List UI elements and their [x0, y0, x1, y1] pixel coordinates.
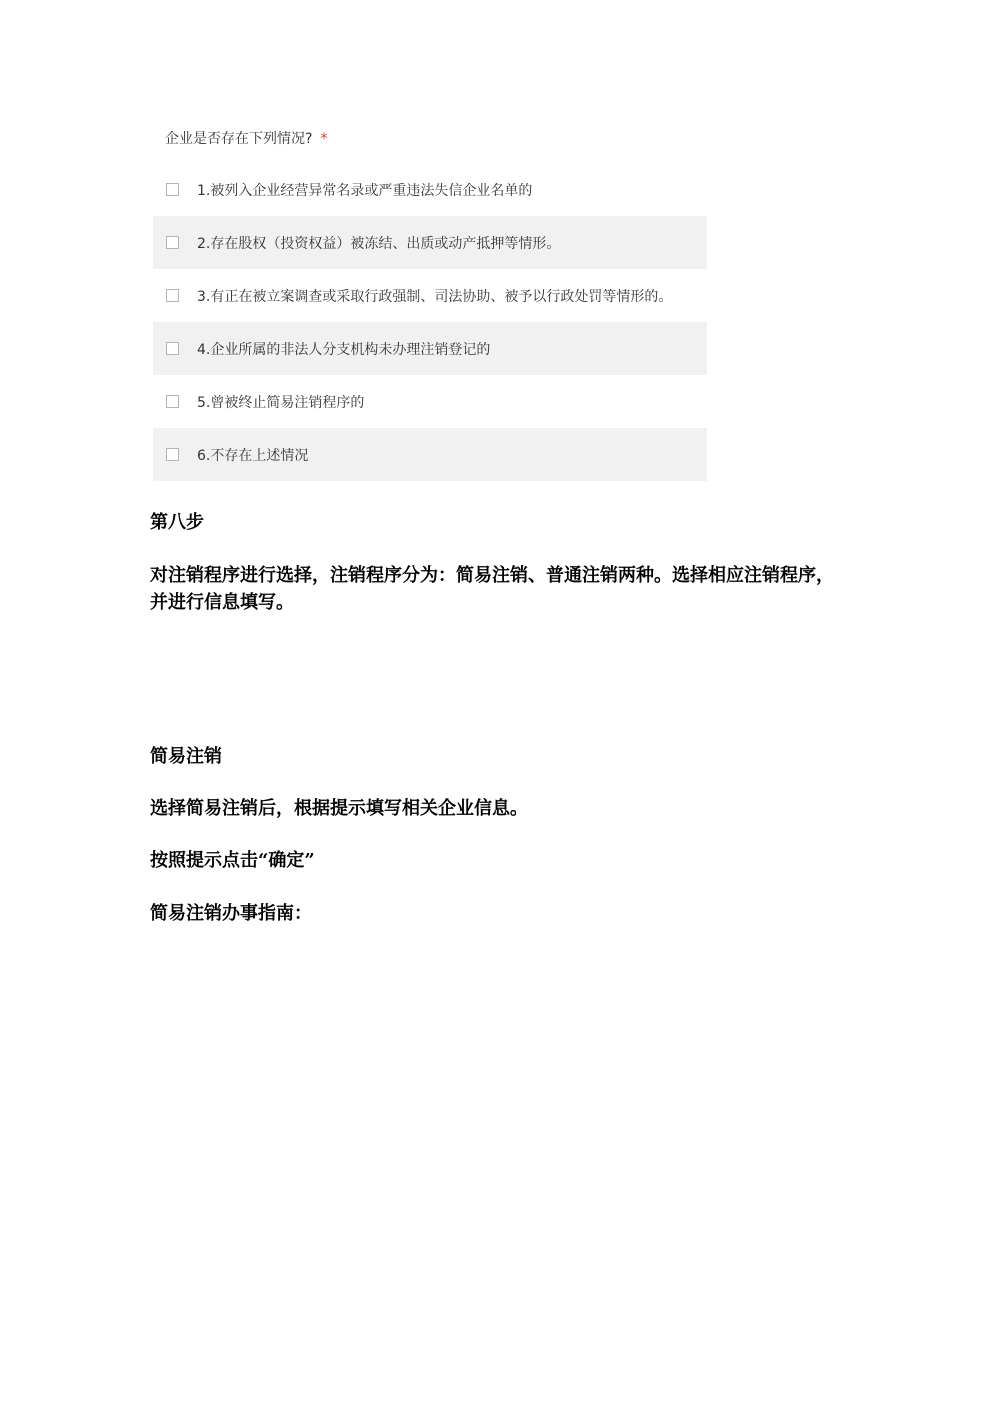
option-row-6[interactable]: [153, 428, 707, 481]
option-label-2: 2.存在股权（投资权益）被冻结、出质或动产抵押等情形。: [197, 235, 561, 252]
simple-cancellation-paragraph-1: 选择简易注销后，根据提示填写相关企业信息。: [150, 798, 528, 819]
required-mark: *: [320, 131, 328, 147]
simple-cancellation-paragraph-2: 按照提示点击“确定”: [150, 850, 315, 871]
option-label-1: 1.被列入企业经营异常名录或严重违法失信企业名单的: [197, 182, 533, 199]
option-label-6: 6.不存在上述情况: [197, 447, 309, 464]
option-row-4[interactable]: [153, 322, 707, 375]
simple-cancellation-heading: 简易注销: [150, 746, 222, 767]
option-list: [153, 163, 707, 481]
option-row-2[interactable]: [153, 216, 707, 269]
checkbox-3[interactable]: [166, 289, 179, 302]
step-heading: 第八步: [150, 512, 204, 533]
form-question-text: 企业是否存在下列情况?: [165, 131, 313, 147]
option-label-5: 5.曾被终止简易注销程序的: [197, 394, 365, 411]
checkbox-1[interactable]: [166, 183, 179, 196]
option-row-3[interactable]: [153, 269, 707, 322]
option-label-3: 3.有正在被立案调查或采取行政强制、司法协助、被予以行政处罚等情形的。: [197, 288, 673, 305]
option-row-5[interactable]: [153, 375, 707, 428]
simple-cancellation-guide-heading: 简易注销办事指南：: [150, 903, 312, 924]
step-description: 对注销程序进行选择，注销程序分为：简易注销、普通注销两种。选择相应注销程序，并进行信息填写。: [150, 565, 834, 613]
option-row-1[interactable]: [153, 163, 707, 216]
checkbox-2[interactable]: [166, 236, 179, 249]
checkbox-4[interactable]: [166, 342, 179, 355]
form-question: [165, 128, 327, 148]
checkbox-6[interactable]: [166, 448, 179, 461]
checkbox-5[interactable]: [166, 395, 179, 408]
option-label-4: 4.企业所属的非法人分支机构未办理注销登记的: [197, 341, 491, 358]
